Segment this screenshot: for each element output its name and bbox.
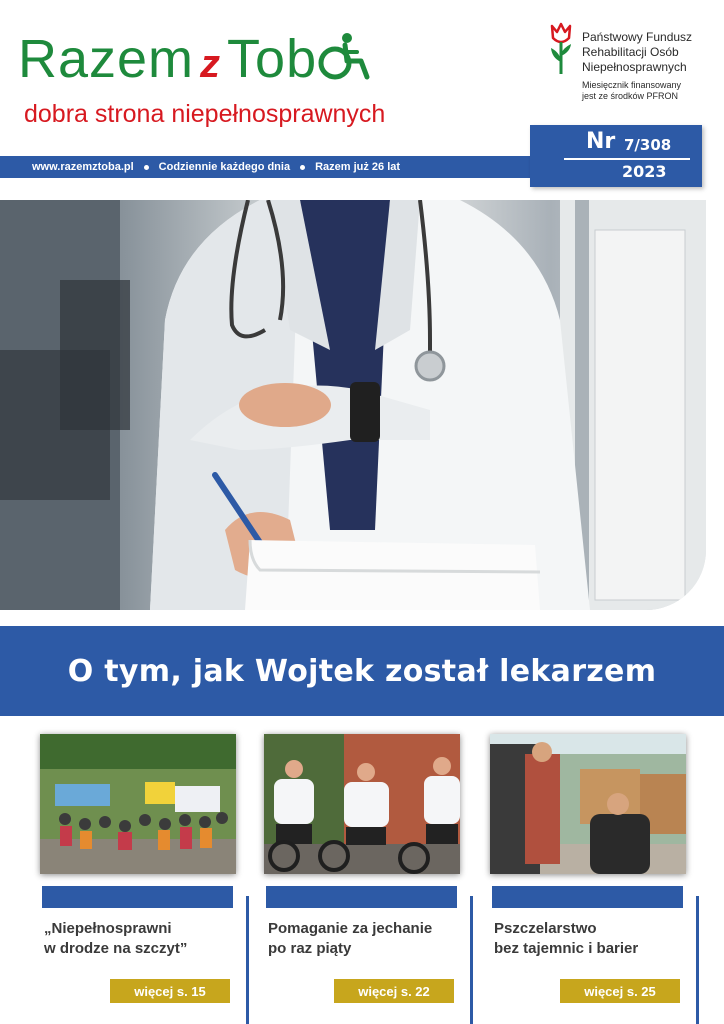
read-more-button[interactable]: więcej s. 22	[334, 979, 454, 1003]
funder-name: Państwowy Fundusz Rehabilitacji Osób Niepełnosprawnych	[582, 30, 693, 74]
slogan-text: Codziennie każdego dnia	[158, 161, 291, 173]
article-card[interactable]	[490, 734, 705, 1024]
magazine-subtitle: dobra strona niepełnosprawnych	[24, 100, 386, 128]
website-link[interactable]: www.razemztoba.pl	[32, 161, 134, 173]
article-title[interactable]: „Niepełnosprawni w drodze na szczyt”	[44, 920, 188, 957]
group-photo-image	[40, 734, 236, 874]
column-divider	[246, 896, 249, 1024]
article-bar	[492, 886, 683, 908]
issue-badge	[530, 125, 702, 187]
magazine-logo[interactable]	[18, 28, 373, 90]
cover-headline: O tym, jak Wojtek został lekarzem	[67, 653, 657, 689]
doctor-illustration	[0, 200, 706, 610]
issue-prefix: Nr	[586, 129, 616, 154]
cover-photo[interactable]	[0, 200, 706, 610]
article-bar	[266, 886, 457, 908]
cyclists-photo-image	[264, 734, 460, 874]
beekeeping-photo-image	[490, 734, 686, 874]
funder-block[interactable]	[548, 22, 718, 102]
article-thumbnail[interactable]	[264, 734, 460, 874]
column-divider	[696, 896, 699, 1024]
info-bar	[0, 156, 540, 178]
article-title[interactable]: Pszczelarstwo bez tajemnic i barier	[494, 920, 639, 957]
issue-divider	[564, 158, 690, 160]
bullet-separator	[300, 165, 305, 170]
article-thumbnail[interactable]	[40, 734, 236, 874]
article-bar	[42, 886, 233, 908]
logo-word-razem: Razem	[18, 29, 195, 89]
pfron-tulip-icon	[548, 22, 574, 74]
issue-number: 7/308	[624, 136, 672, 154]
headline-banner[interactable]	[0, 626, 724, 716]
article-card[interactable]	[264, 734, 479, 1024]
funder-note: Miesięcznik finansowany jest ze środków PFRON	[582, 80, 682, 101]
logo-word-toba: Tob	[227, 29, 318, 89]
read-more-button[interactable]: więcej s. 15	[110, 979, 230, 1003]
years-text: Razem już 26 lat	[315, 161, 401, 173]
article-thumbnail[interactable]	[490, 734, 686, 874]
article-card[interactable]	[40, 734, 255, 1024]
logo-letter-z: z	[200, 42, 222, 86]
wheelchair-icon	[317, 33, 373, 83]
article-title[interactable]: Pomaganie za jechanie po raz piąty	[268, 920, 433, 957]
column-divider	[470, 896, 473, 1024]
issue-year: 2023	[622, 162, 667, 181]
masthead	[0, 0, 724, 200]
bullet-separator	[144, 165, 149, 170]
read-more-button[interactable]: więcej s. 25	[560, 979, 680, 1003]
